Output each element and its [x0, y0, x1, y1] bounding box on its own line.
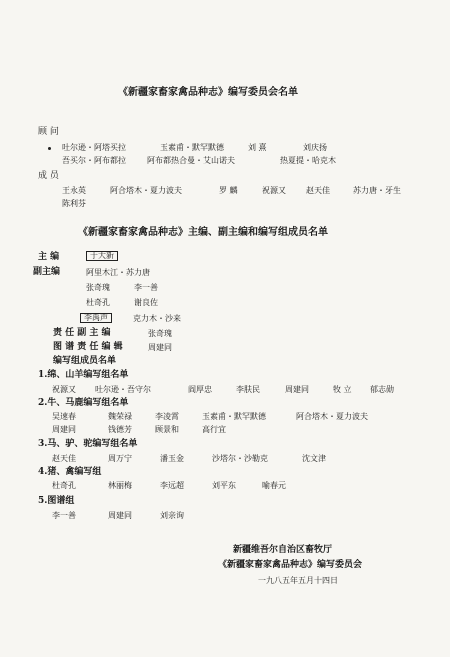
- vice-name: 杜奇孔: [86, 298, 110, 307]
- group-member: 周建同: [52, 425, 76, 434]
- member-name: 王永英: [62, 186, 86, 195]
- resp-vice-label: 责 任 副 主 编: [53, 328, 111, 338]
- committee-title: 《新疆家畜家禽品种志》编写委员会名单: [118, 87, 298, 98]
- group-title: 5.图谱组: [38, 496, 75, 506]
- vice-name: 李一善: [134, 283, 158, 292]
- member-name: 阿合塔木・夏力波夫: [110, 186, 182, 195]
- group-member: 李肤民: [236, 385, 260, 394]
- advisor-name: 刘庆扬: [303, 143, 327, 152]
- group-member: 周建同: [108, 511, 132, 520]
- group-title: 1.绵、山羊编写组名单: [38, 370, 129, 380]
- advisor-name: 吐尔逊・阿塔买拉: [62, 143, 126, 152]
- group-member: 李一善: [52, 511, 76, 520]
- group-member: 刘亲询: [160, 511, 184, 520]
- group-member: 沈文津: [302, 454, 326, 463]
- advisor-label: 顾 问: [38, 127, 59, 137]
- group-member: 杜奇孔: [52, 481, 76, 490]
- advisor-name: 阿布都热合曼・艾山诺夫: [147, 156, 235, 165]
- group-member: 魏荣禄: [108, 412, 132, 421]
- group-member: 高行宜: [202, 425, 226, 434]
- group-member: 李远超: [160, 481, 184, 490]
- group-member: 郁志勋: [370, 385, 394, 394]
- group-title: 3.马、驴、驼编写组名单: [38, 439, 138, 449]
- member-name: 赵天佳: [306, 186, 330, 195]
- atlas-label: 图 谱 责 任 编 辑: [53, 342, 123, 352]
- vice-label: 副主编: [33, 267, 61, 277]
- group-member: 刘平东: [212, 481, 236, 490]
- group-member: 阎厚忠: [188, 385, 212, 394]
- vice-name: 克力木・沙来: [133, 314, 181, 323]
- group-member: 吴速春: [52, 412, 76, 421]
- group-member: 玉素甫・默罕默德: [202, 412, 266, 421]
- group-member: 顾景和: [155, 425, 179, 434]
- advisor-bullet: [48, 147, 51, 150]
- chief-name: 于大新: [86, 251, 118, 261]
- footer-committee: 《新疆家畜家禽品种志》编写委员会: [218, 560, 363, 570]
- member-name: 陈利芬: [62, 199, 86, 208]
- group-title: 4.猪、禽编写组: [38, 467, 102, 477]
- footer-org: 新疆维吾尔自治区畜牧厅: [233, 545, 333, 555]
- group-member: 牧 立: [333, 385, 352, 394]
- group-member: 李凌霄: [155, 412, 179, 421]
- advisor-name: 刘 熹: [248, 143, 267, 152]
- vice-name-boxed: 李禹声: [80, 313, 112, 323]
- group-member: 祝源又: [52, 385, 76, 394]
- group-member: 周建同: [285, 385, 309, 394]
- group-member: 林丽梅: [108, 481, 132, 490]
- vice-name: 阿里木江・苏力唐: [86, 268, 150, 277]
- group-member: 赵天佳: [52, 454, 76, 463]
- editors-title: 《新疆家畜家禽品种志》主编、副主编和编写组成员名单: [78, 227, 328, 238]
- group-member: 潘玉金: [160, 454, 184, 463]
- group-member: 吐尔逊・吾守尔: [95, 385, 151, 394]
- groups-label: 编写组成员名单: [53, 356, 117, 366]
- group-member: 阿合塔木・夏力波夫: [296, 412, 368, 421]
- member-label: 成 员: [38, 171, 59, 181]
- member-name: 祝源又: [262, 186, 286, 195]
- atlas-name: 周建同: [148, 343, 172, 352]
- group-member: 周万宁: [108, 454, 132, 463]
- member-name: 苏力唐・牙生: [353, 186, 401, 195]
- advisor-name: 玉素甫・默罕默德: [160, 143, 224, 152]
- resp-vice-name: 张奇瑰: [148, 329, 172, 338]
- advisor-name: 热夏提・哈克木: [280, 156, 336, 165]
- group-member: 钱德芳: [108, 425, 132, 434]
- member-name: 罗 麟: [219, 186, 238, 195]
- chief-label: 主 编: [38, 252, 60, 262]
- group-title: 2.牛、马鹿编写组名单: [38, 398, 129, 408]
- group-member: 沙塔尔・沙勒克: [212, 454, 268, 463]
- footer-date: 一九八五年五月十四日: [258, 576, 338, 585]
- group-member: 喻春元: [262, 481, 286, 490]
- advisor-name: 吾买尔・阿布都拉: [62, 156, 126, 165]
- vice-name: 张奇瑰: [86, 283, 110, 292]
- vice-name: 谢良佐: [134, 298, 158, 307]
